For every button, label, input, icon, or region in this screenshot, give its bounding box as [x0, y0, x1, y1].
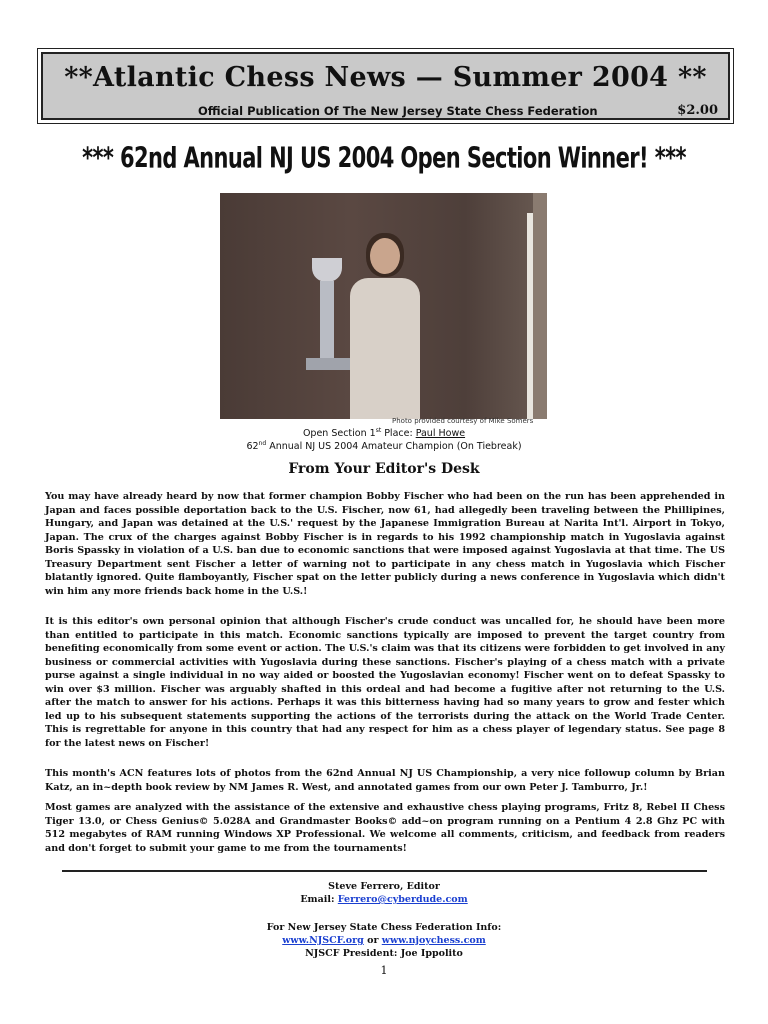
winner-name-link[interactable]: Paul Howe	[415, 428, 466, 440]
photo-wall	[533, 193, 547, 419]
winner-banner: *** 62nd Annual NJ US 2004 Open Section Winner! ***	[82, 141, 686, 175]
editor-paragraph-1: You may have already heard by now that former champion Bobby Fischer who had been on the run has been apprehended in Japan and faces possible deportation back to the U.S. Fischer, now 61, had allegedly been traveling between the Phillipines, Hungary, and Japan was detained at the U.S.' request by the Japanese Immigration Bureau at Narita Int'l. Airport in Tokyo, Japan. The crux of the charges against Bobby Fischer is in regards to his 1992 championship match in Yugoslavia against Boris Spassky in violation of a U.S. ban due to economic sanctions that were imposed against Yugoslavia at that time. The US Treasury Department sent Fischer a letter of warning not to participate in any chess match in Yugoslavia which Fischer blatantly ignored. Quite flamboyantly, Fischer spat on the letter publicly during a news conference in Yugoslavia which didn't win him any more friends back home in the U.S.!	[45, 491, 725, 597]
email-label: Email:	[300, 894, 338, 905]
masthead-panel	[41, 52, 730, 120]
federation-links	[0, 935, 768, 946]
njoychess-link[interactable]: www.njoychess.com	[381, 935, 486, 946]
masthead	[37, 48, 734, 124]
page-number: 1	[380, 964, 388, 977]
editor-desk-heading: From Your Editor's Desk	[288, 461, 480, 477]
editor-paragraph-3: This month's ACN features lots of photos from the 62nd Annual NJ US Championship, a very nice followup column by Brian Katz, an in~depth book review by NM James R. West, and annotated games from our own Peter J. Tamburro, Jr.!	[45, 768, 725, 793]
trophy-cup	[312, 258, 342, 282]
newsletter-title: **Atlantic Chess News — Summer 2004 **	[64, 62, 707, 93]
editor-paragraph-4: Most games are analyzed with the assistance of the extensive and exhaustive chess playing programs, Fritz 8, Rebel II Chess Tiger 13.0, or Chess Genius© 5.028A and Grandmaster Books© add~on program running on a Pentium 4 2.8 Ghz PC with 512 megabytes of RAM running Windows XP Professional. We welcome all comments, criticism, and feedback from readers and don't forget to submit your game to me from the tournaments!	[45, 802, 725, 854]
editor-email-line	[0, 894, 768, 905]
footer-divider	[62, 870, 707, 872]
caption2-rest: Annual NJ US 2004 Amateur Champion (On Tiebreak)	[266, 441, 522, 453]
newsletter-subtitle: Official Publication Of The New Jersey State Chess Federation	[198, 104, 598, 118]
caption-sup: st	[375, 427, 382, 434]
photo-caption-line2	[0, 440, 768, 452]
photo-credit: Photo provided courtesy of Mike Somers	[392, 417, 534, 425]
photo-doorframe	[527, 213, 533, 419]
editor-email-link[interactable]: Ferrero@cyberdude.com	[337, 894, 468, 905]
caption2-sup: nd	[258, 440, 267, 447]
caption2-prefix: 62	[246, 441, 259, 453]
trophy-base	[306, 358, 350, 370]
newsletter-price: $2.00	[677, 103, 718, 118]
njscf-link[interactable]: www.NJSCF.org	[282, 935, 364, 946]
federation-president: NJSCF President: Joe Ippolito	[305, 948, 463, 959]
photo-person-head	[370, 238, 400, 274]
caption-mid: Place:	[381, 428, 416, 440]
photo-person-body	[350, 278, 420, 419]
federation-info: For New Jersey State Chess Federation Info:	[266, 922, 502, 933]
trophy-stem	[320, 281, 334, 361]
editor-paragraph-2: It is this editor's own personal opinion that although Fischer's crude conduct was uncalled for, he should have been more than entitled to participate in this match. Economic sanctions typically are imposed to prevent the target country from benefiting economically from some event or action. The U.S.'s claim was that its citizens were forbidden to get involved in any business or commercial activities with Yugoslavia during these sanctions. Fischer's playing of a chess match with a private purse against a single individual in no way aided or boosted the Yugoslavian economy! Fischer went on to defeat Spassky to win over $3 million. Fischer was arguably shafted in this ordeal and had become a fugitive after not returning to the U.S. after the match to answer for his actions. Perhaps it was this bitterness having had so many years to grow and fester which led up to his subsequent statements supporting the actions of the terrorists during the attack on the World Trade Center. This is regrettable for anyone in this country that had any respect for him as a chess player of legendary status. See page 8 for the latest news on Fischer!	[45, 616, 725, 749]
photo-caption-line1	[0, 427, 768, 439]
editor-signature: Steve Ferrero, Editor	[328, 881, 440, 892]
winner-photo	[220, 193, 547, 419]
links-or: or	[363, 935, 382, 946]
caption-prefix: Open Section 1	[302, 428, 376, 440]
